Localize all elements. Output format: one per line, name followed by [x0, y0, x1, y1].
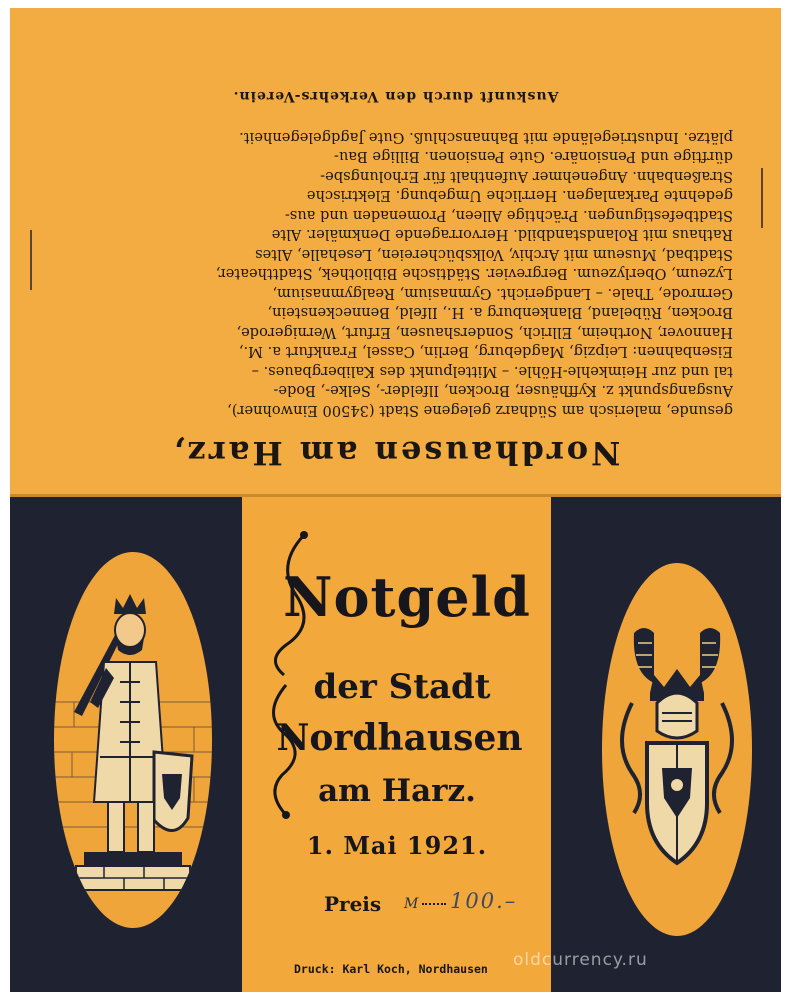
issue-date: 1. Mai 1921.	[306, 831, 488, 860]
staple-right	[761, 168, 763, 228]
body-line: Eisenbahnen: Leipzig, Magdeburg, Berlin, Cassel, Frankfurt a. M.,	[238, 343, 733, 361]
back-panel-title: Nordhausen am Harz,	[170, 434, 621, 472]
body-line: Rathaus mit Rolandstandbild. Hervorragende Denkmäler. Alte	[271, 226, 733, 244]
back-panel-body	[57, 128, 733, 421]
body-line: gesunde, malerisch am Südharz gelegene Stadt (34500 Einwohner),	[227, 402, 733, 419]
body-line: Straßenbahn. Angenehmer Aufenthalt für Erholungsbe-	[320, 168, 733, 185]
back-panel	[10, 8, 781, 496]
roland-statue-icon	[54, 552, 212, 928]
body-line: dürftige und Pensionäre. Gute Pensionen. Billige Bau-	[334, 148, 733, 166]
price-value-handwritten: 100.–	[450, 889, 518, 913]
coat-of-arms-icon	[602, 563, 752, 936]
cover-title-der-stadt: der Stadt	[313, 667, 491, 707]
body-line: gedehnte Parkanlagen. Herrliche Umgebung. Elektrische	[306, 187, 733, 205]
price-dotted-line	[422, 903, 446, 905]
price-label: Preis	[324, 892, 382, 916]
body-line: Ausgangspunkt z. Kyffhäuser, Brocken, Ilfelder-, Selke-, Bode-	[273, 382, 733, 400]
cover-title-nordhausen: Nordhausen	[276, 717, 523, 759]
body-line: Stadtbefestigungen. Prächtige Alleen, Promenaden und aus-	[284, 207, 733, 224]
body-line: Brocken, Rübeland, Blankenburg a. H., Ilfeld, Benneckenstein,	[267, 304, 733, 322]
body-line: tal und zur Heimkehle-Höhle. – Mittelpunkt des Kalibergbaues. –	[251, 363, 733, 380]
staple-left	[30, 230, 32, 290]
body-line: Stadtbad, Museum mit Archiv, Volksbüchereien, Lesehalle, Altes	[255, 246, 733, 263]
cover-title-notgeld: Notgeld	[283, 565, 531, 629]
back-panel-rotated-content	[10, 8, 781, 496]
cover-title-block	[242, 497, 551, 992]
body-line: plätze. Industriegelände mit Bahnanschluß. Gute Jagdgelegenheit.	[239, 129, 733, 146]
back-panel-footer: Auskunft durch den Verkehrs-Verein.	[232, 88, 559, 104]
printer-credit: Druck: Karl Koch, Nordhausen	[294, 962, 488, 976]
body-line: Hannover, Northeim, Ellrich, Sondershausen, Erfurt, Wernigerode,	[236, 324, 733, 341]
body-line: Gernrode, Thale. – Landgericht. Gymnasium, Realgymnasium,	[272, 285, 733, 302]
cover-panel	[10, 497, 781, 992]
notgeld-booklet	[10, 8, 781, 992]
currency-mark: M	[404, 896, 419, 912]
cover-title-am-harz: am Harz.	[318, 773, 476, 809]
watermark-text: oldcurrency.ru	[513, 950, 648, 970]
body-line: Lyzeum, Oberlyzeum. Bergrevier. Städtische Bibliothek, Stadttheater,	[215, 265, 733, 283]
